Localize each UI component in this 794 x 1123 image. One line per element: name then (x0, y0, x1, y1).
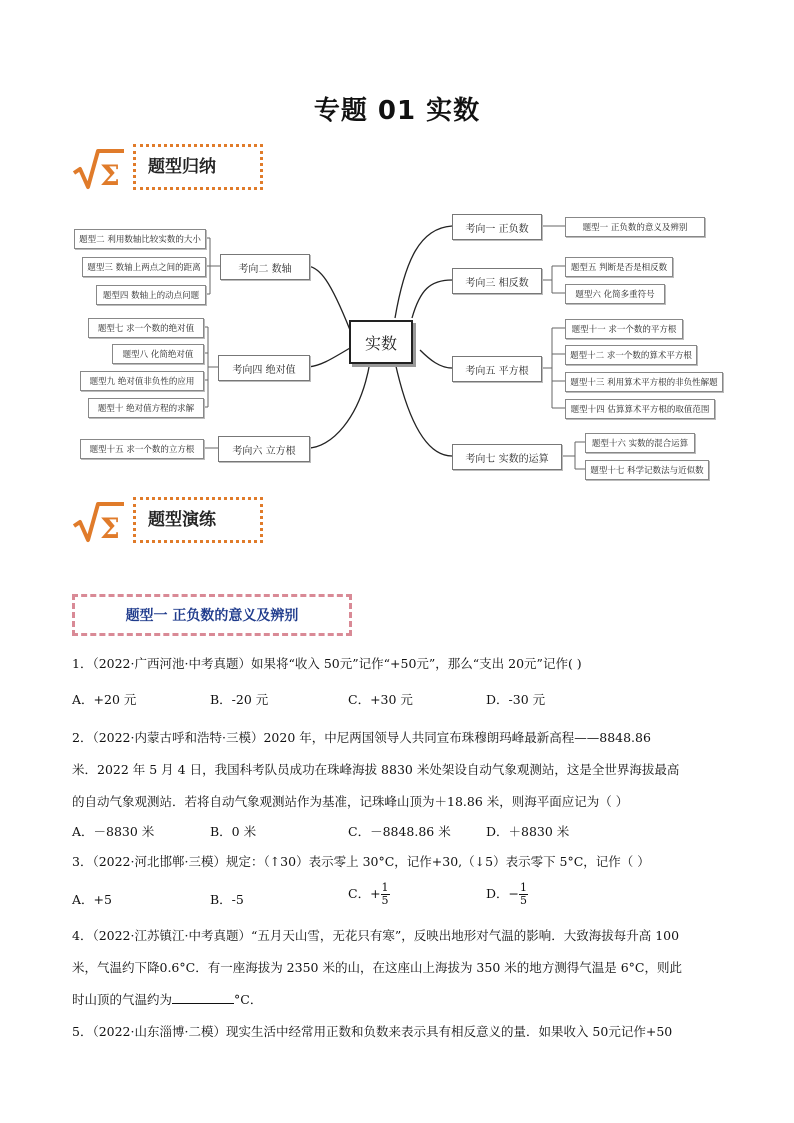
q4-line3-suffix: °C． (234, 992, 263, 1007)
type-6: 题型六 化简多重符号 (565, 284, 665, 304)
direction-6: 考向六 立方根 (218, 436, 310, 462)
direction-5: 考向五 平方根 (452, 356, 542, 382)
q3-option-c (348, 882, 390, 907)
type-heading: 题型一 正负数的意义及辨别 (72, 594, 352, 636)
fraction-denominator: 5 (381, 894, 389, 907)
type-17: 题型十七 科学记数法与近似数 (585, 460, 709, 480)
section-practice-label: 题型演练 (133, 497, 263, 543)
svg-text:Σ: Σ (100, 159, 120, 191)
q2-option-c: C．－8848.86 米 (348, 824, 451, 839)
question-2-line-2: 米．2022 年 5 月 4 日，我国科考队员成功在珠峰海拔 8830 米处架设自动气象观测站，这是全世界海拔最高 (72, 762, 680, 777)
fraction-numerator: 1 (381, 881, 389, 894)
q3-option-d (486, 882, 528, 907)
q3-option-d-fraction (519, 882, 528, 907)
type-2: 题型二 利用数轴比较实数的大小 (74, 229, 206, 249)
question-1: 1．（2022·广西河池·中考真题）如果将“收入 50元”记作“+50元”，那么“支出 20元”记作( ) (72, 656, 582, 671)
type-16: 题型十六 实数的混合运算 (585, 433, 695, 453)
page-title: 专题 01 实数 (313, 96, 481, 126)
q3-option-c-prefix: C．+ (348, 886, 381, 901)
answer-blank[interactable] (172, 991, 234, 1004)
direction-1: 考向一 正负数 (452, 214, 542, 240)
direction-3: 考向三 相反数 (452, 268, 542, 294)
type-4: 题型四 数轴上的动点问题 (96, 285, 206, 305)
type-8: 题型八 化简绝对值 (112, 344, 204, 364)
type-11: 题型十一 求一个数的平方根 (565, 319, 683, 339)
mindmap-center: 实数 (349, 320, 413, 364)
svg-text:Σ: Σ (100, 512, 120, 544)
q1-option-c: C．+30 元 (348, 692, 413, 707)
q3-option-c-fraction (381, 882, 390, 907)
type-7: 题型七 求一个数的绝对值 (88, 318, 204, 338)
q1-option-a: A．+20 元 (72, 692, 137, 707)
q1-option-b: B．-20 元 (210, 692, 269, 707)
type-14: 题型十四 估算算术平方根的取值范围 (565, 399, 715, 419)
question-4-line-3 (72, 984, 732, 1016)
question-3: 3．（2022·河北邯郸·三模）规定：（↑30）表示零上 30°C，记作+30,（↓5）表示零下 5°C，记作（ ） (72, 854, 650, 869)
q3-option-d-prefix: D．− (486, 886, 519, 901)
question-2-line-3: 的自动气象观测站．若将自动气象观测站作为基准，记珠峰山顶为＋18.86 米，则海平面应记为（ ） (72, 794, 629, 809)
question-4-line-1: 4．（2022·江苏镇江·中考真题）“五月天山雪，无花只有寒”，反映出地形对气温的影响．大致海拔每升高 100 (72, 928, 680, 943)
type-3: 题型三 数轴上两点之间的距离 (82, 257, 206, 277)
type-12: 题型十二 求一个数的算术平方根 (565, 345, 697, 365)
question-4-line-2: 米，气温约下降0.6°C．有一座海拔为 2350 米的山，在这座山上海拔为 350 米的地方测得气温是 6°C，则此 (72, 960, 682, 975)
type-9: 题型九 绝对值非负性的应用 (80, 371, 204, 391)
type-15: 题型十五 求一个数的立方根 (80, 439, 204, 459)
type-5: 题型五 判断是否是相反数 (565, 257, 673, 277)
q4-line3-prefix: 时山顶的气温约为 (72, 992, 173, 1007)
q2-option-d: D．＋8830 米 (486, 824, 570, 839)
direction-2: 考向二 数轴 (220, 254, 310, 280)
q3-option-b: B．-5 (210, 892, 244, 907)
question-5: 5．（2022·山东淄博·二模）现实生活中经常用正数和负数来表示具有相反意义的量．如果收入 50元记作+50 (72, 1024, 673, 1039)
q2-option-b: B．0 米 (210, 824, 257, 839)
type-1: 题型一 正负数的意义及辨别 (565, 217, 705, 237)
type-10: 题型十 绝对值方程的求解 (88, 398, 204, 418)
fraction-denominator: 5 (520, 894, 527, 907)
direction-4: 考向四 绝对值 (218, 355, 310, 381)
q3-option-a: A．+5 (72, 892, 112, 907)
fraction-numerator: 1 (520, 881, 527, 894)
sqrt-sigma-icon (70, 500, 126, 544)
sqrt-sigma-icon (70, 147, 126, 191)
type-13: 题型十三 利用算术平方根的非负性解题 (565, 372, 723, 392)
section-summary-label: 题型归纳 (133, 144, 263, 190)
question-2-line-1: 2．（2022·内蒙古呼和浩特·三模）2020 年，中尼两国领导人共同宣布珠穆朗玛峰最新高程——8848.86 (72, 730, 651, 745)
q2-option-a: A．－8830 米 (72, 824, 155, 839)
q1-option-d: D．-30 元 (486, 692, 546, 707)
direction-7: 考向七 实数的运算 (452, 444, 562, 470)
